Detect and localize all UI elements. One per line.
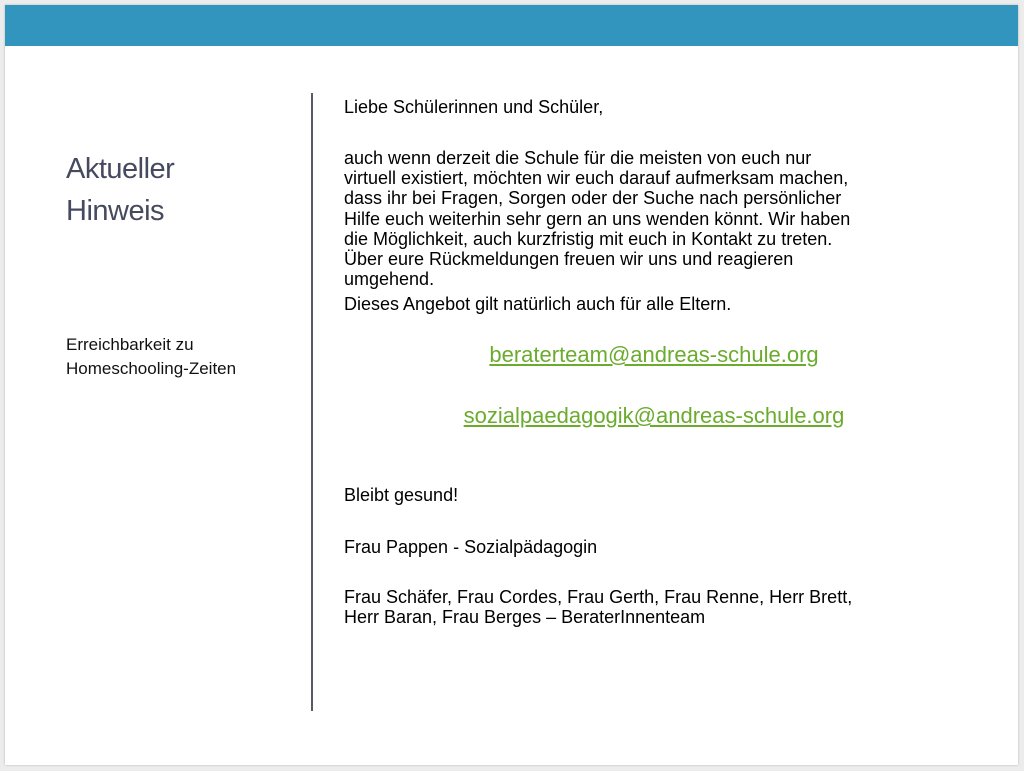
body-line: Über eure Rückmeldungen freuen wir uns und reagieren [344, 249, 794, 270]
farewell: Bleibt gesund! [344, 485, 459, 505]
slide-title [66, 148, 296, 232]
email-link-sozialpaedagogik[interactable]: sozialpaedagogik@andreas-schule.org [463, 403, 845, 428]
body-line: dass ihr bei Fragen, Sorgen oder der Suche nach persönlicher [344, 188, 842, 209]
body-line: die Möglichkeit, auch kurzfristig mit euch in Kontakt zu treten. [344, 228, 833, 249]
vertical-divider [311, 93, 313, 711]
title-line: Aktueller [66, 153, 175, 185]
header-bar [5, 5, 1018, 46]
team-list [344, 587, 852, 628]
team-line: Herr Baran, Frau Berges – BeraterInnenteam [344, 607, 706, 628]
slide-subtitle [66, 333, 306, 381]
offer-note: Dieses Angebot gilt natürlich auch für alle Eltern. [344, 294, 732, 314]
body-paragraph [344, 148, 850, 289]
email-row [344, 342, 964, 368]
team-line: Frau Schäfer, Frau Cordes, Frau Gerth, Frau Renne, Herr Brett, [344, 587, 853, 607]
subtitle-line: Erreichbarkeit zu [66, 335, 194, 354]
email-link-beraterteam[interactable]: beraterteam@andreas-schule.org [489, 342, 819, 367]
signature: Frau Pappen - Sozialpädagogin [344, 537, 598, 557]
subtitle-line: Homeschooling-Zeiten [66, 359, 237, 378]
title-line: Hinweis [66, 195, 165, 227]
email-row [344, 403, 964, 429]
body-line: umgehend. [344, 269, 435, 290]
body-line: virtuell existiert, möchten wir euch darauf aufmerksam machen, [344, 168, 849, 189]
body-line: auch wenn derzeit die Schule für die meisten von euch nur [344, 148, 812, 168]
body-line: Hilfe euch weiterhin sehr gern an uns wenden könnt. Wir haben [344, 208, 851, 229]
greeting: Liebe Schülerinnen und Schüler, [344, 97, 604, 117]
slide [5, 5, 1018, 765]
